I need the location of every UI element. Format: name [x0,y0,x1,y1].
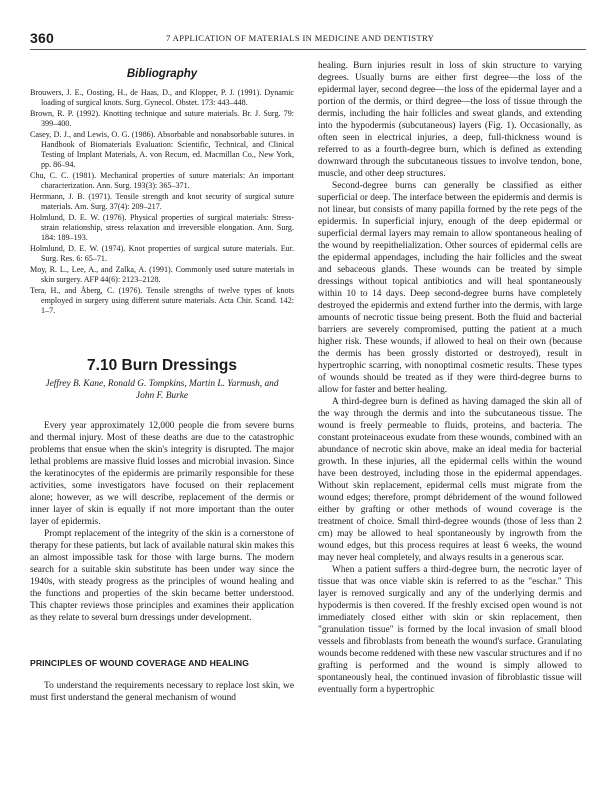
page-number: 360 [30,30,54,46]
bibliography-heading: Bibliography [126,68,198,80]
bibliography-list [30,88,294,316]
bibliography-entry: Holmlund, D. E. W. (1974). Knot properties of surgical suture materials. Eur. Surg. Res. 6: 65–71. [30,244,294,263]
chapter-running-title: 7 APPLICATION OF MATERIALS IN MEDICINE AND DENTISTRY [166,33,435,43]
body-paragraph: When a patient suffers a third-degree burn, the necrotic layer of tissue that was once viable skin is referred to as the "eschar." This layer is removed surgically and any of the underlying dermis and hypodermis is then covered. If the freshly excised open wound is not immediately closed either with skin or skin replacement, then "granulation tissue" is formed by the local invasion of small blood vessels and fibroblasts from beneath the wound's surface. Granulating wounds become reddened with these new vascular structures and if no grafting is performed and the wound is simply allowed to spontaneously heal, the continued invasion of fibroblastic tissue will eventually form a hypertrophic [318,565,582,695]
bibliography-entry: Holmlund, D. E. W. (1976). Physical properties of surgical materials: Stress-strain relationship, stress relaxation and irreversible elongation. Ann. Surg. 184: 189–193. [30,213,294,242]
bibliography-entry: Chu, C. C. (1981). Mechanical properties of suture materials: An important characterization. Ann. Surg. 193(3): 365–371. [30,171,294,190]
right-column [318,60,582,796]
section-subheading: PRINCIPLES OF WOUND COVERAGE AND HEALING [30,658,250,668]
body-paragraph: Prompt replacement of the integrity of the skin is a cornerstone of therapy for these patients, but lack of available natural skin makes this an almost impossible task for those with large burns. The modern search for a suitable skin substitute has been under way since the 1940s, with steady progress as the principles of wound healing and the functions and properties of the skin became better understood. This chapter reviews those principles and examines their application as they relate to several burn dressings under development. [30,529,294,623]
bibliography-entry: Moy, R. L., Lee, A., and Zalka, A. (1991). Commonly used suture materials in skin surgery. AFP 44(6): 2123–2128. [30,265,294,284]
bibliography-entry: Casey, D. J., and Lewis, O. G. (1986). Absorbable and nonabsorbable sutures. in Handbook of Biomaterials Evaluation: Scientific, Technical, and Clinical Testing of Implant Materials, A. von Recum, ed. Macmillan Co., New York, pp. 86–94. [30,130,294,169]
bibliography-entry: Tera, H., and Åberg, C. (1976). Tensile strengths of twelve types of knots employed in surgery using different suture materials. Acta Chir. Scand. 142: 1–7. [30,286,294,315]
body-paragraph: To understand the requirements necessary to replace lost skin, we must first understand the general mechanism of wound [30,681,294,703]
body-paragraph: healing. Burn injuries result in loss of skin structure to varying degrees. Usually burns are either first degree—the loss of the epidermal layer, second degree—the loss of the epidermal layer and a portion of the dermis, or third degree—the loss of tissue through the dermis, including the hair follicles and sweat glands, and extending into the hypodermis (subcutaneous) layers (Fig. 1). Occasionally, as often seen in electrical injuries, a deep, full-thickness wound is referred to as a fourth-degree burn, which is defined as extending downward through the subcutaneous tissues to involve tendon, bone, muscle, and other deep structures. [318,61,582,179]
article-title: 7.10 Burn Dressings [87,357,237,374]
header-rule [30,49,586,50]
body-paragraph: A third-degree burn is defined as having damaged the skin all of the way through the dermis and into the subcutaneous tissue. The wound is freely permeable to fluids, proteins, and bacteria. The constant proteinaceous exudate from these wounds, combined with an abundance of necrotic skin above, make an ideal media for bacterial growth. In these injuries, all the epidermal cells within the wound have been destroyed, including those in the epidermal appendages. Without skin replacement, epidermal cells must migrate from the wound edges; therefore, prompt débridement of the wound followed either by grafting or other methods of wound coverage is the treatment of choice. Small third-degree wounds (those of less than 2 cm) may be allowed to heal spontaneously by ingrowth from the wound edges, but this process requires at least 6 weeks, the wound may never heal completely, and always results in a generous scar. [318,397,582,563]
running-header [30,30,586,50]
left-column [30,60,294,796]
bibliography-entry: Herrmann, J. B. (1971). Tensile strength and knot security of surgical suture materials. Am. Surg. 37(4): 209–217. [30,192,294,211]
bibliography-entry: Brouwers, J. E., Oosting, H., de Haas, D., and Klopper, P. J. (1991). Dynamic loading of surgical knots. Surg. Gynecol. Obstet. 173: 443–448. [30,88,294,107]
body-paragraph: Second-degree burns can generally be classified as either superficial or deep. The interface between the epidermis and dermis is not linear, but consists of many papilla formed by the rete pegs of the epidermis. In superficial injury, enough of the deep epidermal or superficial dermal layers may remain to allow spontaneous healing of the wound by reepithelialization. Other sources of epidermal cells are the epidermal appendages, including the hair follicles and the sweat and sebaceous glands. These wounds can be treated by simple dressings without topical antibiotics and will heal spontaneously within 10 to 14 days. Deep second-degree burns have completely destroyed the epidermis and extend further into the dermis, with large amounts of necrotic tissue being present. Both the fluid and bacterial barriers are severely compromised, putting the patient at a much higher risk. These wounds, if allowed to heal on their own (because the dermis has been grossly distorted or destroyed), result in hypertrophic scarring, with nonoptimal cosmetic results. These types of wounds should be treated as if they were third-degree burns to allow for faster and better healing. [318,181,582,395]
article-authors: Jeffrey B. Kane, Ronald G. Tompkins, Martin L. Yarmush, and John F. Burke [45,379,279,401]
body-paragraph: Every year approximately 12,000 people die from severe burns and thermal injury. Most of these deaths are due to the catastrophic problems that ensue when the skin's integrity is disrupted. The major lethal problems are massive fluid losses and microbial invasion. Since the keratinocytes of the epidermis are primarily responsible for these activities, some investigators have focused on their replacement alone; however, as we will describe, replacement of the dermis or inner layer of skin is equally if not more important than the outer layer of epidermis. [30,421,294,527]
bibliography-entry: Brown, R. P. (1992). Knotting technique and suture materials. Br. J. Surg. 79: 399–400. [30,109,294,128]
